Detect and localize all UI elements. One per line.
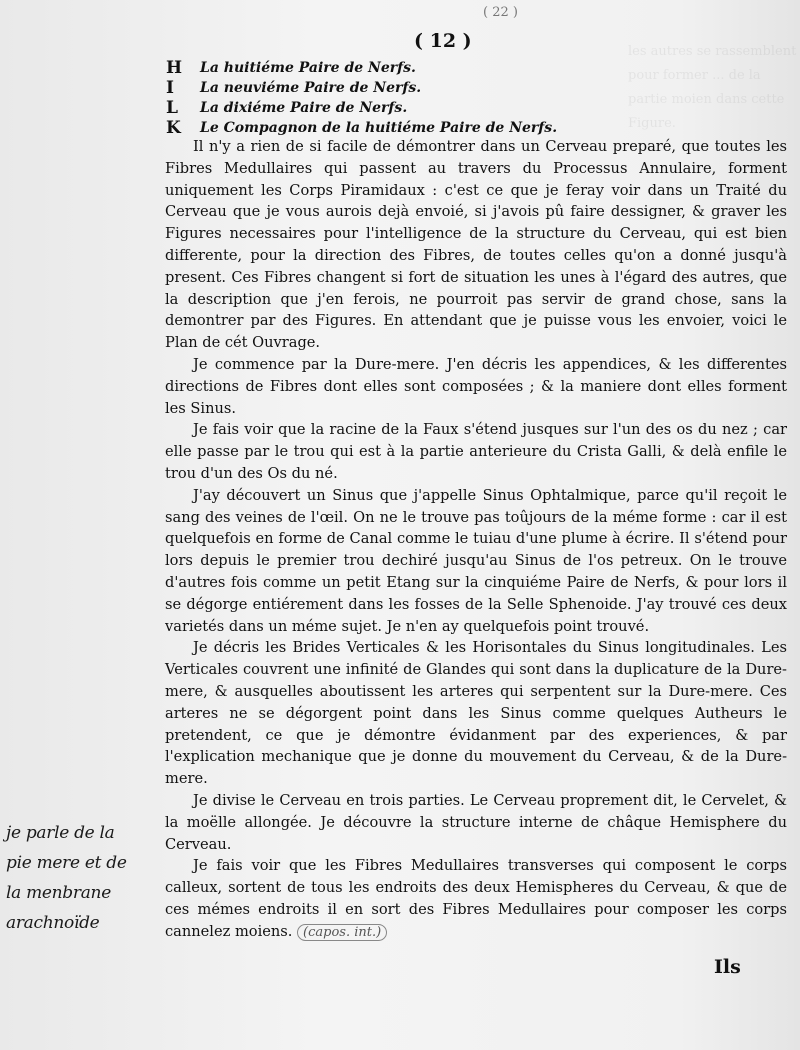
legend-row <box>166 78 646 98</box>
paragraph-dure-mere: Je commence par la Dure-mere. J'en décris les appendices, & les differentes directions de Fibres dont elles sont composées ; & la maniere dont elles forment les Sinus. <box>165 355 787 417</box>
legend-letter: I <box>166 78 174 98</box>
main-text <box>165 136 787 943</box>
paragraph-divise-cerveau: Je divise le Cerveau en trois parties. Le Cerveau proprement dit, le Cervelet, & la moëlle allongée. Je découvre la structure interne de châque Hemisphere du Cerveau. <box>165 791 787 853</box>
margin-note-line: la menbrane <box>6 883 111 903</box>
legend-row <box>166 118 646 138</box>
legend-text: La huitiéme Paire de Nerfs. <box>200 60 416 76</box>
handwritten-inline-annotation: (capos. int.) <box>297 924 387 941</box>
paragraph-corps-calleux <box>165 855 787 943</box>
bleed-through-line: les autres se rassemblent pour former ... de la partie moien dans cette Figure. <box>628 44 797 131</box>
legend-letter: K <box>166 118 181 138</box>
handwritten-margin-note <box>6 818 156 938</box>
paragraph-corps-calleux-text: Je fais voir que les Fibres Medullaires transverses qui composent le corps calleux, sortent de tous les endroits des deux Hemispheres du Cerveau, & que de ces mémes endroits il en sort des Fibres Medullaires pour composer les corps cannelez moiens. <box>165 857 787 940</box>
paragraph-faux: Je fais voir que la racine de la Faux s'étend jusques sur l'un des os du nez ; car elle passe par le trou qui est à la partie anterieure du Crista Galli, & delà enfile le trou d'un des Os du né. <box>165 421 787 482</box>
legend-row <box>166 98 646 118</box>
margin-note-line: je parle de la <box>6 823 115 843</box>
paragraph-sinus-ophtalmique: J'ay découvert un Sinus que j'appelle Sinus Ophtalmique, parce qu'il reçoit le sang des veines de l'œil. On ne le trouve pas toûjours de la méme forme : car il est quelquefois en forme de Canal comme le tuiau d'une plume à écrire. Il s'étend pour lors depuis le premier trou dechiré jusqu'au Sinus de l'os petreux. On le trouve d'autres fois comme un petit Etang sur la cinquiéme Paire de Nerfs, & pour lors il se dégorge entiérement dans les fosses de la Selle Sphenoide. J'ay trouvé ces deux varietés dans un méme sujet. Je n'en ay quelquefois point trouvé. <box>165 486 787 635</box>
paragraph-cerveau-fibres: Il n'y a rien de si facile de démontrer dans un Cerveau preparé, que toutes les Fibres Medullaires qui passent au travers du Processus Annulaire, forment uniquement les Corps Piramidaux : c'est ce que je feray voir dans un Traité du Cerveau que je vous aurois dejà envoié, si j'avois pû faire dessigner, & graver les Figures necessaires pour l'intelligence de la structure du Cerveau, qui est bien differente, pour la direction des Fibres, de toutes celles qu'on a donné jusqu'à present. Ces Fibres changent si fort de situation les unes à l'égard des autres, que la description que j'en ferois, ne pourroit pas servir de grand chose, sans la demontrer par des Figures. En attendant que je puisse vous les envoier, voici le Plan de cét Ouvrage. <box>165 138 787 352</box>
legend-letter: L <box>166 98 178 118</box>
legend-row <box>166 58 646 78</box>
page-number: ( 12 ) <box>414 30 472 52</box>
legend-text: La dixiéme Paire de Nerfs. <box>200 100 408 116</box>
figure-legend <box>166 58 646 138</box>
legend-text: La neuviéme Paire de Nerfs. <box>200 80 422 96</box>
legend-text: Le Compagnon de la huitiéme Paire de Nerfs. <box>200 120 558 136</box>
margin-note-line: arachnoïde <box>6 913 100 933</box>
top-pencil-mark: ( 22 ) <box>483 5 518 20</box>
paragraph-brides: Je décris les Brides Verticales & les Horisontales du Sinus longitudinales. Les Verticales couvrent une infinité de Glandes qui sont dans la duplicature de la Dure-mere, & ausquelles aboutissent les arteres qui serpentent sur la Dure-mere. Ces arteres ne se dégorgent point dans les Sinus comme quelques Autheurs le pretendent, ce que je démontre évidanment par des experiences, & par l'explication mechanique que je donne du mouvement du Cerveau, & de la Dure-mere. <box>165 639 787 788</box>
margin-note-line: pie mere et de <box>6 853 127 873</box>
legend-letter: H <box>166 58 183 78</box>
catchword: Ils <box>714 956 741 978</box>
